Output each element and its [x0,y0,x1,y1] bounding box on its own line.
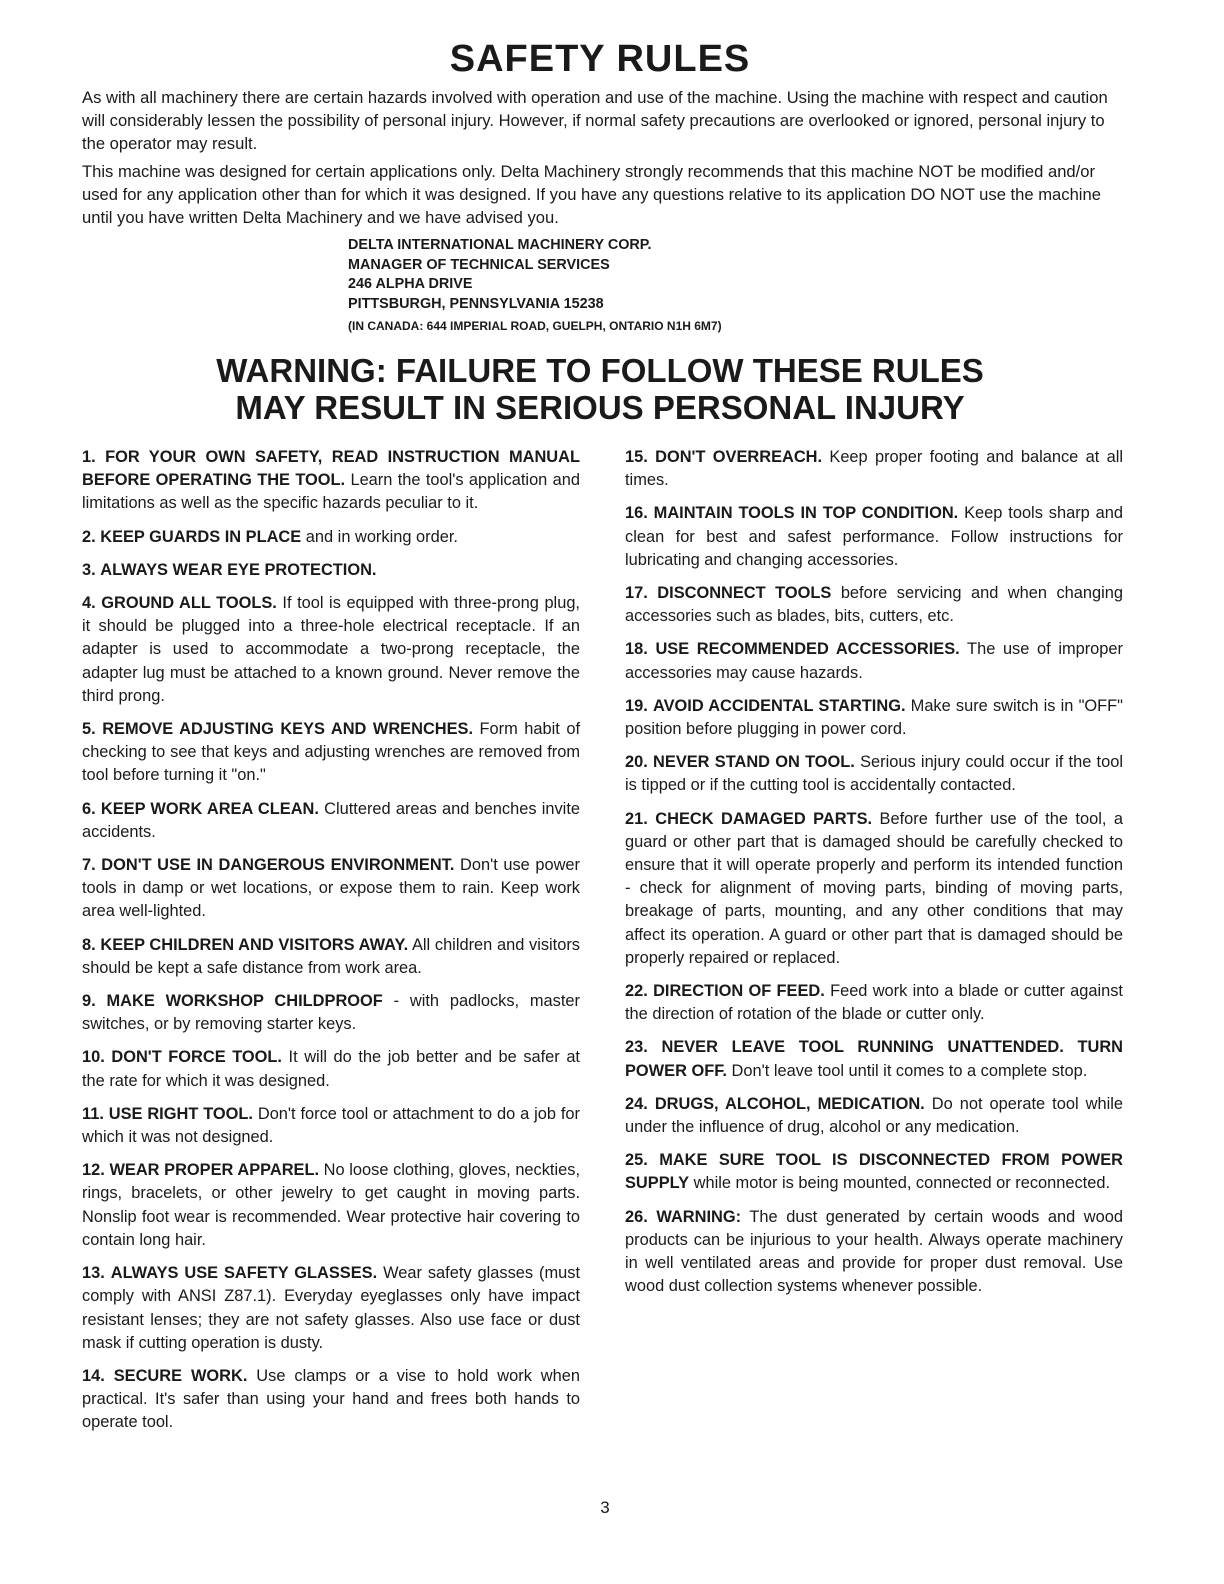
address-line-street: 246 ALPHA DRIVE [348,276,473,292]
rule-number: 23. [625,1038,648,1057]
rule-number: 21. [625,809,648,828]
rule-heading: DON'T OVERREACH. [655,448,823,466]
rule-heading: SECURE WORK. [113,1366,248,1385]
rule-number: 17. [625,584,648,603]
rule-item [625,695,1123,741]
rule-heading: KEEP CHILDREN AND VISITORS AWAY. [100,935,409,954]
page-number: 3 [600,1498,610,1517]
rule-heading: DIRECTION OF FEED. [653,982,825,1001]
rule-item [625,502,1123,572]
rule-number: 2. [82,527,96,546]
rule-number: 16. [625,504,648,523]
rule-heading: DRUGS, ALCOHOL, MEDICATION. [654,1094,925,1113]
rule-number: 12. [82,1161,105,1180]
address-line-company: DELTA INTERNATIONAL MACHINERY CORP. [348,237,652,253]
rule-item [625,1206,1123,1299]
rule-heading: NEVER LEAVE TOOL RUNNING UNATTENDED. TURN POWER OFF. [625,1038,1123,1080]
address-line-canada: (IN CANADA: 644 IMPERIAL ROAD, GUELPH, ONTARIO N1H 6M7) [348,319,722,333]
rule-item [625,446,1123,492]
rule-number: 13. [82,1264,105,1283]
rule-heading: NEVER STAND ON TOOL. [653,753,855,772]
rule-heading: DON'T USE IN DANGEROUS ENVIRONMENT. [101,856,455,875]
rule-number: 22. [625,982,648,1001]
warning-line-1: WARNING: FAILURE TO FOLLOW THESE RULES [216,352,984,389]
rule-heading: DISCONNECT TOOLS [657,584,832,603]
rule-number: 11. [82,1104,104,1123]
rule-text: Use clamps or a vise to hold work when practical. It's safer than using your hand and frees both hands to operate tool. [82,1366,580,1432]
warning-line-2: MAY RESULT IN SERIOUS PERSONAL INJURY [235,389,965,426]
rule-text: Do not operate tool while under the influence of drug, alcohol or any medication. [625,1094,1123,1137]
rule-number: 5. [82,720,96,739]
rule-item [82,990,580,1036]
rule-number: 4. [82,594,96,613]
rule-item [625,638,1123,684]
rule-item [82,1365,580,1435]
rule-text: Keep proper footing and balance at all times. [625,448,1123,490]
rule-text: It will do the job better and be safer at the rate for which it was designed. [82,1048,580,1090]
rule-text: while motor is being mounted, connected or reconnected. [689,1174,1111,1193]
rule-text: Don't use power tools in damp or wet locations, or expose them to rain. Keep work area well-lighted. [82,856,580,921]
rule-text: Don't force tool or attachment to do a job for which it was not designed. [82,1104,580,1147]
rule-item [82,592,580,708]
rule-text: Before further use of the tool, a guard or other part that is damaged should be carefully checked to ensure that it will operate properly and perform its intended function - check for alignment of moving parts, binding of moving parts, breakage of parts, mounting, and any other conditions that may affect its operation. A guard or other part that is damaged should be properly repaired or replaced. [625,809,1123,967]
warning-heading [0,352,1200,426]
rule-number: 25. [625,1151,648,1170]
rule-number: 19. [625,696,648,715]
rule-item [82,446,580,516]
rule-heading: KEEP GUARDS IN PLACE [100,527,302,546]
rule-text: Make sure switch is in "OFF" position before plugging in power cord. [625,696,1123,739]
address-line-city: PITTSBURGH, PENNSYLVANIA 15238 [348,295,604,312]
rule-text: No loose clothing, gloves, neckties, rings, bracelets, or other jewelry to get caught in moving parts. Nonslip foot wear is recommended. Wear protective hair covering to contain long hair. [82,1161,580,1249]
rule-text: All children and visitors should be kept a safe distance from work area. [82,935,580,977]
rule-text: before servicing and when changing accessories such as blades, bits, cutters, etc. [625,584,1124,626]
rule-text: Don't leave tool until it comes to a complete stop. [726,1061,1088,1080]
intro-paragraph-1: As with all machinery there are certain hazards involved with operation and use of the machine. Using the machine with respect and caution will considerably lessen the possibility of personal injury. However, if normal safety precautions are overlooked or ignored, personal injury to the operator may result. [82,88,1108,153]
rule-heading: GROUND ALL TOOLS. [101,594,277,613]
rule-number: 9. [82,992,96,1011]
rule-item [82,854,580,924]
rule-text: Feed work into a blade or cutter against the direction of rotation of the blade or cutter only. [625,982,1123,1024]
rule-number: 3. [82,560,96,579]
rule-item [82,934,580,980]
rule-text: Cluttered areas and benches invite accidents. [82,799,580,841]
rule-heading: MAINTAIN TOOLS IN TOP CONDITION. [653,504,959,523]
rule-heading: AVOID ACCIDENTAL STARTING. [652,696,906,715]
rule-number: 15. [625,448,648,466]
rule-item [82,1159,580,1252]
rule-item [625,980,1123,1026]
rule-number: 10. [82,1048,105,1067]
rule-heading: MAKE SURE TOOL IS DISCONNECTED FROM POWER SUPPLY [625,1151,1123,1193]
rule-item [625,1093,1123,1139]
rule-item [82,1103,580,1149]
rule-number: 1. [82,448,96,466]
rule-heading: CHECK DAMAGED PARTS. [655,809,873,828]
rule-number: 24. [625,1094,648,1113]
intro-paragraph-2: This machine was designed for certain applications only. Delta Machinery strongly recommends that this machine NOT be modified and/or used for any application other than for which it was designed. If you have any questions relative to its application DO NOT use the machine until you have written Delta Machinery and we have advised you. [82,162,1101,227]
page-title: SAFETY RULES [449,38,751,80]
rule-item [82,798,580,844]
rule-text: Form habit of checking to see that keys and adjusting wrenches are removed from tool before turning it "on." [82,720,581,785]
rule-item [82,526,580,549]
rule-text: Wear safety glasses (must comply with ANSI Z87.1). Everyday eyeglasses only have impact resistant lenses; they are not safety glasses. Also use face or dust mask if cutting operation is dusty. [82,1264,580,1352]
rule-item [625,1036,1123,1082]
rule-item [82,1262,580,1355]
rule-number: 7. [82,856,96,875]
rule-text: Serious injury could occur if the tool is tipped or if the cutting tool is accidentally contacted. [625,753,1123,795]
rule-item [82,559,580,582]
rule-number: 14. [82,1366,105,1385]
rule-item [625,1149,1123,1195]
rule-heading: DON'T FORCE TOOL. [111,1048,282,1067]
rule-item [625,808,1123,970]
rule-heading: WEAR PROPER APPAREL. [109,1161,320,1180]
rules-column-right [625,446,1123,1309]
rule-text: - with padlocks, master switches, or by removing starter keys. [82,992,580,1034]
rule-heading: REMOVE ADJUSTING KEYS AND WRENCHES. [102,720,474,739]
rule-text: Learn the tool's application and limitations as well as the specific hazards peculiar to it. [82,471,580,513]
rule-text: The use of improper accessories may cause hazards. [625,640,1123,682]
rule-text: Keep tools sharp and clean for best and safest performance. Follow instructions for lubricating and changing accessories. [625,504,1123,569]
rule-item [82,718,580,788]
address-line-department: MANAGER OF TECHNICAL SERVICES [348,256,610,273]
rule-number: 26. [625,1207,648,1226]
rule-number: 18. [625,640,648,659]
rule-heading: USE RECOMMENDED ACCESSORIES. [655,640,960,659]
rule-text: and in working order. [301,527,458,546]
rule-number: 20. [625,753,648,772]
rule-text: The dust generated by certain woods and wood products can be injurious to your health. Always operate machinery in well ventilated areas and provide for proper dust removal. Use wood dust collection systems whenever possible. [625,1207,1123,1296]
rule-item [625,582,1123,628]
address-block [348,236,722,338]
rule-heading: FOR YOUR OWN SAFETY, READ INSTRUCTION MANUAL BEFORE OPERATING THE TOOL. [82,448,580,490]
rule-item [625,751,1123,797]
rule-heading: ALWAYS USE SAFETY GLASSES. [110,1264,378,1283]
rule-heading: MAKE WORKSHOP CHILDPROOF [106,992,383,1011]
rules-column-left [82,446,580,1445]
rule-number: 8. [82,935,96,954]
rule-heading: ALWAYS WEAR EYE PROTECTION. [100,560,377,579]
rule-heading: KEEP WORK AREA CLEAN. [100,799,319,818]
rule-heading: WARNING: [656,1207,742,1226]
rule-number: 6. [82,799,96,818]
rule-text: If tool is equipped with three-prong plug, it should be plugged into a three-hole electrical receptacle. If an adapter is used to accommodate a two-prong receptacle, the adapter lug must be attached to a known ground. Never remove the third prong. [82,594,580,705]
rule-heading: USE RIGHT TOOL. [108,1104,253,1123]
rule-item [82,1046,580,1092]
